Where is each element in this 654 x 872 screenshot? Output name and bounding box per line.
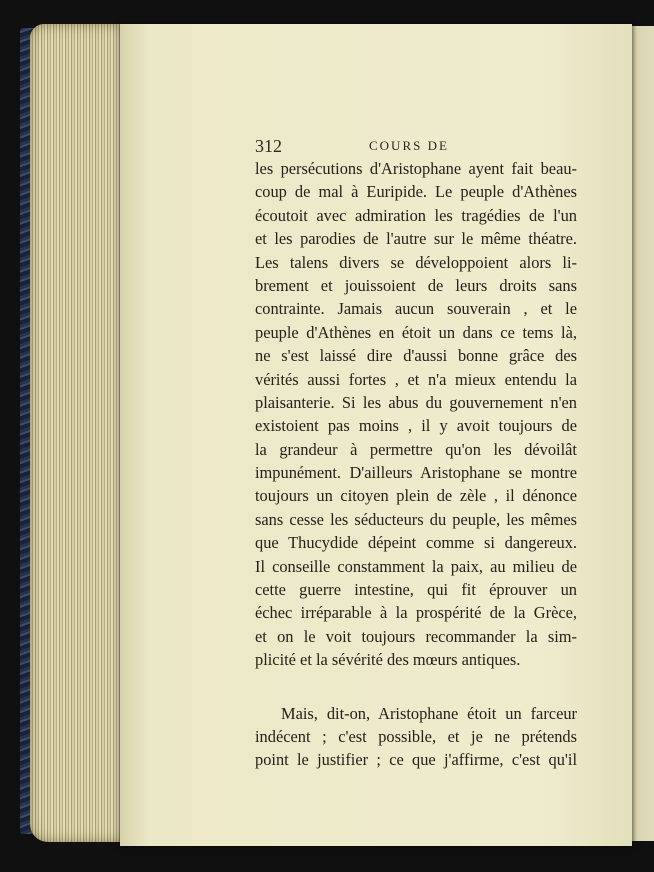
text-line: peuple d'Athènes en étoit un dans ce tems là,: [255, 322, 577, 342]
text-line: et les parodies de l'autre sur le même théatre.: [255, 229, 577, 249]
text-line: ne s'est laissé dire d'aussi bonne grâce des: [255, 346, 577, 366]
text-line: brement et jouissoient de leurs droits sans: [255, 275, 577, 295]
text-line: impunément. D'ailleurs Aristophane se montre: [255, 463, 577, 483]
text-line: indécent ; c'est possible, et je ne prétends: [255, 726, 577, 746]
page-number: 312: [255, 136, 282, 156]
text-line: cette guerre intestine, qui fit éprouver un: [255, 580, 577, 600]
paragraph-2: [255, 702, 577, 772]
text-line: échec irréparable à la prospérité de la Grèce,: [255, 603, 577, 623]
text-line: écoutoit avec admiration les tragédies de l'un: [255, 205, 577, 225]
page-header: [255, 136, 580, 158]
text-line: sans cesse les séducteurs du peuple, les mêmes: [255, 509, 577, 529]
text-line: et on le voit toujours recommander la sim-: [255, 626, 577, 646]
paragraph-1: [255, 157, 577, 672]
text-line: coup de mal à Euripide. Le peuple d'Athènes: [255, 182, 577, 202]
text-line: que Thucydide dépeint comme si dangereux.: [255, 533, 577, 553]
text-line: la grandeur à permettre qu'on les dévoilât: [255, 439, 577, 459]
text-line: contrainte. Jamais aucun souverain , et le: [255, 299, 577, 319]
text-line: Il conseille constamment la paix, au milieu de: [255, 556, 577, 576]
text-line: plicité et la sévérité des mœurs antiques.: [255, 650, 521, 670]
text-line: toujours un citoyen plein de zèle , il dénonce: [255, 486, 577, 506]
text-line: existoient pas moins , il y avoit toujours de: [255, 416, 577, 436]
text-line: Mais, dit-on, Aristophane étoit un farceur: [281, 703, 577, 723]
text-line: Les talens divers se développoient alors li-: [255, 252, 577, 272]
text-line: les persécutions d'Aristophane ayent fait beau-: [255, 159, 577, 178]
text-line: point le justifier ; ce que j'affirme, c'est qu'il: [255, 750, 577, 770]
text-line: plaisanterie. Si les abus du gouvernement n'en: [255, 392, 577, 412]
text-line: vérités aussi fortes , et n'a mieux entendu la: [255, 369, 577, 389]
body-text: [255, 157, 577, 772]
running-head: COURS DE: [369, 138, 449, 153]
